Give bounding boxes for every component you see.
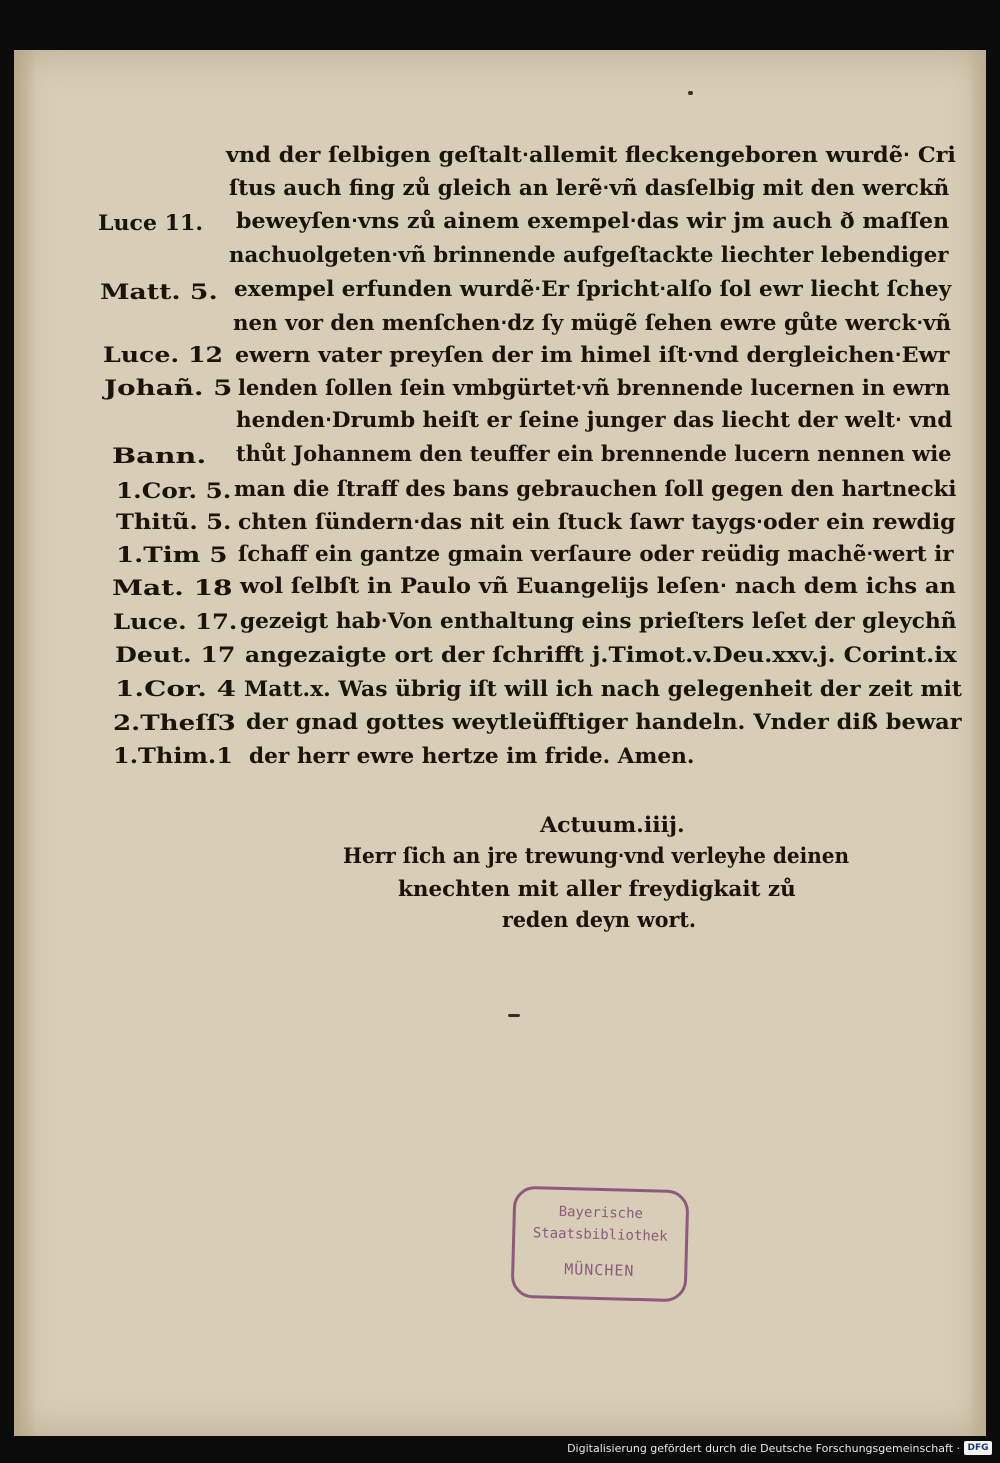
margin-note: Luce 11. [98, 210, 204, 235]
closing-heading: Actuum.iiij. [540, 812, 685, 837]
library-stamp [511, 1186, 690, 1303]
closing-line: Herr ſich an jre trewung‧vnd verleyhe deinen [343, 843, 850, 868]
text-line: ſchaff ein gantze gmain verſaure oder reüdig machẽ‧wert ir [238, 541, 954, 566]
margin-note: Matt. 5. [100, 279, 218, 304]
margin-note: 1.Thim.1 [113, 743, 233, 768]
text-line: thůt Johannem den teuffer ein brennende lucern nennen wie [236, 441, 952, 466]
margin-note: Bann. [112, 443, 207, 468]
text-line: exempel erfunden wurdẽ‧Er ſpricht‧alſo ſol ewr liecht ſchey [234, 276, 952, 301]
text-line: ſtus auch fing zů gleich an lerẽ‧vñ dasſelbig mit den werckñ [229, 175, 950, 200]
text-line: Matt.x. Was übrig iſt will ich nach gelegenheit der zeit mit [244, 676, 963, 701]
page-edge-shadow-left [14, 50, 36, 1436]
ink-speck [688, 91, 693, 95]
text-line: nachuolgeten‧vñ brinnende aufgeſtackte liechter lebendiger [229, 242, 949, 267]
margin-note: 1.Cor. 5. [116, 478, 232, 503]
text-line: man die ſtraff des bans gebrauchen ſoll gegen den hartnecki [234, 476, 957, 501]
margin-note: Johañ. 5 [104, 375, 233, 400]
margin-note: Thitũ. 5. [116, 509, 232, 534]
margin-note: Deut. 17 [115, 642, 236, 667]
stamp-line: MÜNCHEN [563, 1260, 635, 1280]
text-line: angezaigte ort der ſchrifft j.Timot.v.Deu.xxv.j. Corint.ix [245, 642, 957, 667]
page-edge-shadow-right [968, 50, 986, 1436]
margin-note: Mat. 18 [112, 575, 233, 600]
text-line: beweyſen‧vns zů ainem exempel‧das wir jm auch ð maſſen [236, 208, 950, 233]
text-line: vnd der ſelbigen geſtalt‧allemit fleckengeboren wurdẽ‧ Cri [226, 142, 956, 167]
dfg-logo: DFG [964, 1441, 992, 1455]
stamp-line: Staatsbibliothek [532, 1225, 668, 1245]
ink-speck [508, 1014, 520, 1017]
margin-note: 1.Tim 5 [116, 542, 228, 567]
margin-note: 2.Theſſ3 [113, 710, 236, 735]
text-line: henden‧Drumb heiſt er ſeine junger das liecht der welt‧ vnd [236, 407, 953, 432]
text-line: wol ſelbſt in Paulo vñ Euangelijs leſen‧ nach dem ichs an [240, 573, 956, 598]
closing-line: knechten mit aller freydigkait zů [398, 876, 796, 901]
text-line: gezeigt hab‧Von enthaltung eins prieſters leſet der gleychñ [240, 608, 957, 633]
margin-note: Luce. 12 [103, 342, 224, 367]
funding-credit: Digitalisierung gefördert durch die Deutsche Forschungsgemeinschaft · [567, 1442, 960, 1455]
text-line: chten ſündern‧das nit ein ſtuck ſawr taygs‧oder ein rewdig [238, 509, 956, 534]
margin-note: 1.Cor. 4 [115, 676, 237, 701]
text-line: der gnad gottes weytleüfftiger handeln. Vnder diß bewar [246, 709, 962, 734]
margin-note: Luce. 17. [113, 609, 238, 634]
text-line: ewern vater preyſen der im himel iſt‧vnd dergleichen‧Ewr [235, 342, 950, 367]
closing-line: reden deyn wort. [502, 907, 697, 932]
text-line: der herr ewre hertze im fride. Amen. [249, 743, 695, 768]
stamp-line: Bayerische [558, 1203, 644, 1223]
text-line: nen vor den menſchen‧dz ſy mügẽ ſehen ewre gůte werck‧vñ [233, 310, 952, 335]
text-line: lenden ſollen ſein vmbgürtet‧vñ brennende lucernen in ewrn [238, 375, 951, 400]
